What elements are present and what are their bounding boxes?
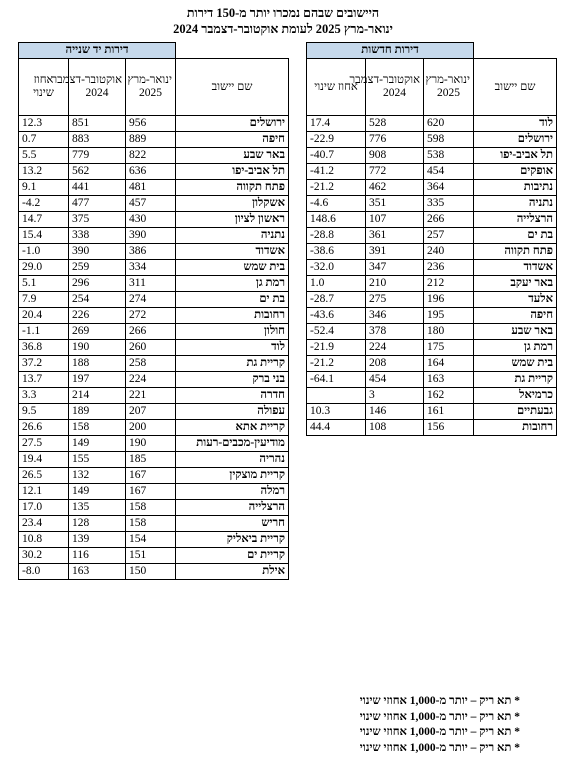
change-cell: 12.3 (19, 116, 69, 132)
city-cell: באר יעקב (474, 276, 557, 292)
change-cell (307, 388, 366, 404)
city-cell: באר שבע (474, 324, 557, 340)
current-cell: 257 (424, 228, 474, 244)
table-row (307, 196, 557, 212)
table-row (19, 132, 289, 148)
table-row (307, 324, 557, 340)
current-cell: 164 (424, 356, 474, 372)
current-cell: 190 (126, 436, 176, 452)
table-row (307, 116, 557, 132)
change-cell: -1.1 (19, 324, 69, 340)
current-cell: 272 (126, 308, 176, 324)
previous-cell: 528 (366, 116, 424, 132)
current-cell: 154 (126, 532, 176, 548)
previous-cell: 338 (69, 228, 126, 244)
previous-cell: 269 (69, 324, 126, 340)
new-header-current: ינואר-מרץ 2025 (424, 59, 474, 116)
previous-cell: 116 (69, 548, 126, 564)
city-cell: נתיבות (474, 180, 557, 196)
current-cell: 158 (126, 500, 176, 516)
table-row (307, 148, 557, 164)
current-cell: 196 (424, 292, 474, 308)
current-cell: 240 (424, 244, 474, 260)
current-cell: 390 (126, 228, 176, 244)
change-cell: 7.9 (19, 292, 69, 308)
table-row (307, 212, 557, 228)
previous-cell: 132 (69, 468, 126, 484)
city-cell: קריית אתא (176, 420, 289, 436)
previous-cell: 146 (366, 404, 424, 420)
current-cell: 822 (126, 148, 176, 164)
current-cell: 430 (126, 212, 176, 228)
table-row (19, 436, 289, 452)
previous-cell: 390 (69, 244, 126, 260)
change-cell: 9.5 (19, 404, 69, 420)
previous-cell: 361 (366, 228, 424, 244)
used-header-previous: אוקטובר-דצמבר 2024 (69, 59, 126, 116)
city-cell: רחובות (176, 308, 289, 324)
table-row (19, 228, 289, 244)
current-cell: 150 (126, 564, 176, 580)
previous-cell: 462 (366, 180, 424, 196)
city-cell: אופקים (474, 164, 557, 180)
change-cell: -22.9 (307, 132, 366, 148)
previous-cell: 158 (69, 420, 126, 436)
previous-cell: 163 (69, 564, 126, 580)
change-cell: 12.1 (19, 484, 69, 500)
table-row (19, 116, 289, 132)
table-row (19, 468, 289, 484)
city-cell: קריית ביאליק (176, 532, 289, 548)
city-cell: חיפה (176, 132, 289, 148)
change-cell: -28.8 (307, 228, 366, 244)
change-cell: 27.5 (19, 436, 69, 452)
table-row (19, 420, 289, 436)
table-row (19, 452, 289, 468)
previous-cell: 259 (69, 260, 126, 276)
city-cell: אלעד (474, 292, 557, 308)
change-cell: 36.8 (19, 340, 69, 356)
footnotes (300, 694, 520, 756)
table-row (19, 212, 289, 228)
previous-cell: 454 (366, 372, 424, 388)
city-cell: רמת גן (474, 340, 557, 356)
table-row (307, 420, 557, 436)
previous-cell: 214 (69, 388, 126, 404)
change-cell: -40.7 (307, 148, 366, 164)
used-header-current: ינואר-מרץ 2025 (126, 59, 176, 116)
previous-cell: 190 (69, 340, 126, 356)
city-cell: בית שמש (176, 260, 289, 276)
previous-cell: 208 (366, 356, 424, 372)
previous-cell: 908 (366, 148, 424, 164)
current-cell: 224 (126, 372, 176, 388)
used-group-title: דירות יד שנייה (19, 43, 176, 59)
current-cell: 207 (126, 404, 176, 420)
previous-cell: 562 (69, 164, 126, 180)
table-row (307, 132, 557, 148)
change-cell: 19.4 (19, 452, 69, 468)
city-cell: חריש (176, 516, 289, 532)
city-cell: הרצלייה (474, 212, 557, 228)
table-row (307, 372, 557, 388)
table-row (307, 388, 557, 404)
city-cell: הרצלייה (176, 500, 289, 516)
change-cell: -32.0 (307, 260, 366, 276)
current-cell: 195 (424, 308, 474, 324)
change-cell: 30.2 (19, 548, 69, 564)
previous-cell: 346 (366, 308, 424, 324)
city-cell: רחובות (474, 420, 557, 436)
city-cell: ירושלים (176, 116, 289, 132)
table-row (307, 244, 557, 260)
city-cell: קריית מוצקין (176, 468, 289, 484)
current-cell: 161 (424, 404, 474, 420)
previous-cell: 883 (69, 132, 126, 148)
change-cell: -64.1 (307, 372, 366, 388)
used-header-change: אחוז שינוי (19, 59, 69, 116)
table-row (19, 564, 289, 580)
current-cell: 180 (424, 324, 474, 340)
city-cell: חיפה (474, 308, 557, 324)
current-cell: 364 (424, 180, 474, 196)
table-row (307, 164, 557, 180)
current-cell: 258 (126, 356, 176, 372)
previous-cell: 441 (69, 180, 126, 196)
previous-cell: 347 (366, 260, 424, 276)
previous-cell: 149 (69, 436, 126, 452)
new-table-body (307, 116, 557, 436)
city-cell: אשקלון (176, 196, 289, 212)
table-row (19, 324, 289, 340)
city-cell: קריית ים (176, 548, 289, 564)
change-cell: -4.2 (19, 196, 69, 212)
current-cell: 386 (126, 244, 176, 260)
new-header-city: שם יישוב (474, 59, 557, 116)
current-cell: 156 (424, 420, 474, 436)
change-cell: 29.0 (19, 260, 69, 276)
table-row (19, 196, 289, 212)
change-cell: 17.4 (307, 116, 366, 132)
previous-cell: 776 (366, 132, 424, 148)
previous-cell: 188 (69, 356, 126, 372)
city-cell: לוד (176, 340, 289, 356)
previous-cell: 139 (69, 532, 126, 548)
table-row (19, 372, 289, 388)
change-cell: 148.6 (307, 212, 366, 228)
city-cell: נהריה (176, 452, 289, 468)
city-cell: ראשון לציון (176, 212, 289, 228)
table-row (19, 260, 289, 276)
previous-cell: 210 (366, 276, 424, 292)
table-row (19, 148, 289, 164)
change-cell: -38.6 (307, 244, 366, 260)
current-cell: 457 (126, 196, 176, 212)
city-cell: פתח תקווה (474, 244, 557, 260)
used-header-city: שם יישוב (176, 59, 289, 116)
table-row (19, 356, 289, 372)
change-cell: 0.7 (19, 132, 69, 148)
city-cell: אשדוד (474, 260, 557, 276)
change-cell: 26.6 (19, 420, 69, 436)
city-cell: פתח תקווה (176, 180, 289, 196)
current-cell: 167 (126, 484, 176, 500)
city-cell: בית שמש (474, 356, 557, 372)
city-cell: קריית גת (474, 372, 557, 388)
new-header-previous: אוקטובר-דצמבר 2024 (366, 59, 424, 116)
current-cell: 266 (126, 324, 176, 340)
previous-cell: 3 (366, 388, 424, 404)
city-cell: נתניה (176, 228, 289, 244)
previous-cell: 107 (366, 212, 424, 228)
used-apartments-table (18, 42, 289, 580)
table-row (307, 340, 557, 356)
current-cell: 175 (424, 340, 474, 356)
change-cell: 5.1 (19, 276, 69, 292)
footnote: * תא ריק – יותר מ-1,000 אחוזי שינוי (359, 695, 520, 707)
current-cell: 334 (126, 260, 176, 276)
previous-cell: 351 (366, 196, 424, 212)
current-cell: 260 (126, 340, 176, 356)
change-cell: -52.4 (307, 324, 366, 340)
current-cell: 311 (126, 276, 176, 292)
change-cell: 13.2 (19, 164, 69, 180)
city-cell: בני ברק (176, 372, 289, 388)
current-cell: 335 (424, 196, 474, 212)
current-cell: 212 (424, 276, 474, 292)
city-cell: חדרה (176, 388, 289, 404)
city-cell: ירושלים (474, 132, 557, 148)
city-cell: עפולה (176, 404, 289, 420)
city-cell: גבעתיים (474, 404, 557, 420)
table-row (19, 404, 289, 420)
table-row (307, 308, 557, 324)
current-cell: 266 (424, 212, 474, 228)
footnote: * תא ריק – יותר מ-1,000 אחוזי שינוי (359, 726, 520, 738)
current-cell: 454 (424, 164, 474, 180)
change-cell: -8.0 (19, 564, 69, 580)
change-cell: 20.4 (19, 308, 69, 324)
current-cell: 636 (126, 164, 176, 180)
city-cell: רמת גן (176, 276, 289, 292)
current-cell: 162 (424, 388, 474, 404)
city-cell: בת ים (474, 228, 557, 244)
city-cell: מודיעין-מכבים-רעות (176, 436, 289, 452)
previous-cell: 477 (69, 196, 126, 212)
change-cell: 44.4 (307, 420, 366, 436)
previous-cell: 108 (366, 420, 424, 436)
change-cell: 23.4 (19, 516, 69, 532)
table-row (19, 308, 289, 324)
current-cell: 158 (126, 516, 176, 532)
current-cell: 167 (126, 468, 176, 484)
table-row (19, 500, 289, 516)
change-cell: 10.3 (307, 404, 366, 420)
table-row (307, 180, 557, 196)
new-header-change: אחוז שינוי (307, 59, 366, 116)
title-line-2: ינואר-מרץ 2025 לעומת אוקטובר-דצמבר 2024 (173, 22, 393, 36)
current-cell: 163 (424, 372, 474, 388)
table-row (19, 276, 289, 292)
table-row (19, 164, 289, 180)
table-row (19, 548, 289, 564)
previous-cell: 224 (366, 340, 424, 356)
city-cell: אילת (176, 564, 289, 580)
city-cell: באר שבע (176, 148, 289, 164)
previous-cell: 779 (69, 148, 126, 164)
change-cell: 5.5 (19, 148, 69, 164)
previous-cell: 296 (69, 276, 126, 292)
used-table-body (19, 116, 289, 580)
city-cell: תל אביב-יפו (474, 148, 557, 164)
previous-cell: 254 (69, 292, 126, 308)
new-group-title: דירות חדשות (307, 43, 474, 59)
previous-cell: 128 (69, 516, 126, 532)
table-row (19, 292, 289, 308)
table-row (307, 292, 557, 308)
previous-cell: 155 (69, 452, 126, 468)
previous-cell: 772 (366, 164, 424, 180)
change-cell: 15.4 (19, 228, 69, 244)
current-cell: 481 (126, 180, 176, 196)
change-cell: -21.9 (307, 340, 366, 356)
change-cell: -1.0 (19, 244, 69, 260)
previous-cell: 135 (69, 500, 126, 516)
previous-cell: 226 (69, 308, 126, 324)
previous-cell: 375 (69, 212, 126, 228)
current-cell: 956 (126, 116, 176, 132)
current-cell: 236 (424, 260, 474, 276)
city-cell: לוד (474, 116, 557, 132)
change-cell: -28.7 (307, 292, 366, 308)
table-row (19, 484, 289, 500)
title-line-1: היישובים שבהם נמכרו יותר מ-150 דירות (186, 6, 380, 20)
change-cell: 3.3 (19, 388, 69, 404)
table-row (307, 404, 557, 420)
current-cell: 200 (126, 420, 176, 436)
footnote: * תא ריק – יותר מ-1,000 אחוזי שינוי (359, 741, 520, 754)
city-cell: אשדוד (176, 244, 289, 260)
change-cell: 17.0 (19, 500, 69, 516)
change-cell: 1.0 (307, 276, 366, 292)
current-cell: 221 (126, 388, 176, 404)
table-row (307, 276, 557, 292)
table-row (19, 388, 289, 404)
change-cell: 13.7 (19, 372, 69, 388)
previous-cell: 149 (69, 484, 126, 500)
new-apartments-table (306, 42, 557, 436)
previous-cell: 851 (69, 116, 126, 132)
change-cell: -21.2 (307, 180, 366, 196)
current-cell: 889 (126, 132, 176, 148)
previous-cell: 197 (69, 372, 126, 388)
footnote: * תא ריק – יותר מ-1,000 אחוזי שינוי (359, 710, 520, 723)
table-row (19, 244, 289, 260)
city-cell: רמלה (176, 484, 289, 500)
current-cell: 185 (126, 452, 176, 468)
city-cell: תל אביב-יפו (176, 164, 289, 180)
city-cell: כרמיאל (474, 388, 557, 404)
city-cell: קריית גת (176, 356, 289, 372)
change-cell: -41.2 (307, 164, 366, 180)
previous-cell: 189 (69, 404, 126, 420)
current-cell: 274 (126, 292, 176, 308)
current-cell: 538 (424, 148, 474, 164)
change-cell: -4.6 (307, 196, 366, 212)
change-cell: 9.1 (19, 180, 69, 196)
change-cell: -21.2 (307, 356, 366, 372)
previous-cell: 391 (366, 244, 424, 260)
table-row (307, 356, 557, 372)
table-row (307, 228, 557, 244)
current-cell: 151 (126, 548, 176, 564)
current-cell: 620 (424, 116, 474, 132)
change-cell: 14.7 (19, 212, 69, 228)
city-cell: בת ים (176, 292, 289, 308)
table-row (19, 516, 289, 532)
table-row (19, 180, 289, 196)
previous-cell: 275 (366, 292, 424, 308)
change-cell: -43.6 (307, 308, 366, 324)
table-row (19, 532, 289, 548)
city-cell: נתניה (474, 196, 557, 212)
current-cell: 598 (424, 132, 474, 148)
change-cell: 37.2 (19, 356, 69, 372)
change-cell: 10.8 (19, 532, 69, 548)
table-row (19, 340, 289, 356)
city-cell: חולון (176, 324, 289, 340)
change-cell: 26.5 (19, 468, 69, 484)
table-row (307, 260, 557, 276)
previous-cell: 378 (366, 324, 424, 340)
